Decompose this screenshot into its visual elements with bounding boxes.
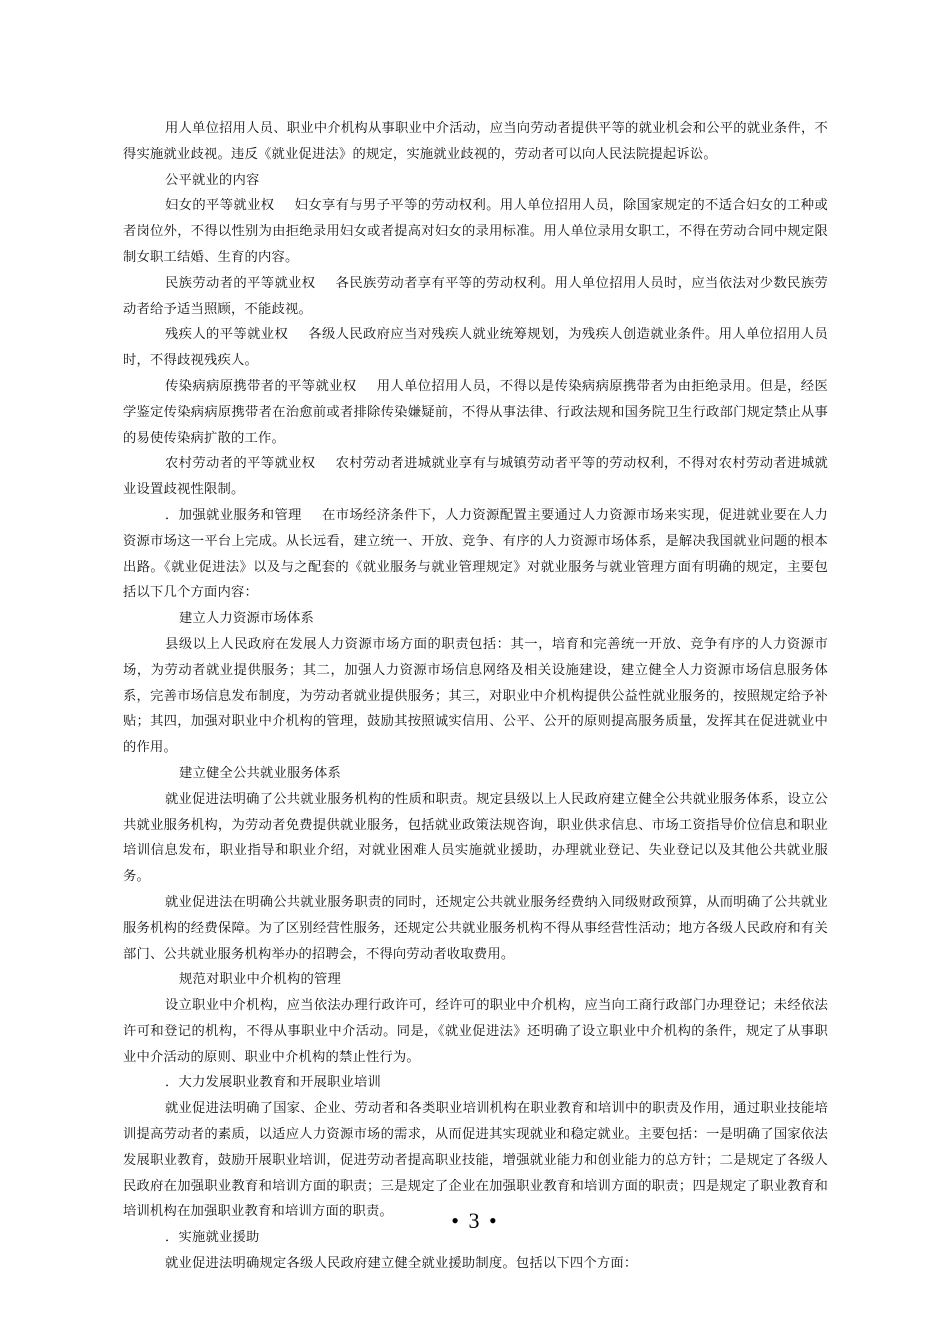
paragraph-text: 各民族劳动者享有平等的劳动权利。用人单位招用人员时，应当依法对少数民族劳动者给予适当照顾，不能歧视。 — [123, 275, 829, 317]
paragraph-text: 建立健全公共就业服务体系 — [179, 765, 341, 781]
paragraph-text: 就业促进法明确了国家、企业、劳动者和各类职业培训机构在职业教育和培训中的职责及作用，通过职业技能培训提高劳动者的素质，以适应人力资源市场的需求，从而促进其实现就业和稳定就业。主要包括：一是明确了国家依法发展职业教育，鼓励开展职业培训，促进劳动者提高职业技能，增强就业能力和创业能力的总方针；二是规定了各级人民政府在加强职业教育和培训方面的职责；三是规定了企业在加强职业教育和培训方面的职责；四是规定了职业教育和培训机构在加强职业教育和培训方面的职责。 — [123, 1101, 828, 1220]
paragraph — [123, 606, 828, 632]
paragraph — [123, 168, 828, 194]
paragraph — [123, 967, 828, 993]
paragraph-text: 妇女享有与男子平等的劳动权利。用人单位招用人员，除国家规定的不适合妇女的工种或者岗位外，不得以性别为由拒绝录用妇女或者提高对妇女的录用标准。用人单位录用女职工，不得在劳动合同中规定限制女职工结婚、生育的内容。 — [123, 198, 828, 265]
paragraph-heading: 妇女的平等就业权 — [165, 198, 275, 214]
paragraph — [123, 193, 828, 270]
paragraph-text: 县级以上人民政府在发展人力资源市场方面的职责包括：其一，培育和完善统一开放、竞争有序的人力资源市场，为劳动者就业提供服务；其二，加强人力资源市场信息网络及相关设施建设，建立健全人力资源市场信息服务体系，完善市场信息发布制度，为劳动者就业提供服务；其三，对职业中介机构提供公益性就业服务的，按照规定给予补贴；其四，加强对职业中介机构的管理，鼓励其按照诚实信用、公平、公开的原则提高服务质量，发挥其在促进就业中的作用。 — [123, 636, 828, 756]
paragraph-text: 公平就业的内容 — [165, 172, 260, 188]
paragraph — [123, 1070, 828, 1096]
paragraph — [123, 787, 828, 890]
paragraph — [123, 451, 828, 503]
paragraph — [123, 374, 828, 451]
paragraph — [123, 993, 828, 1070]
paragraph — [123, 1251, 828, 1277]
paragraph-text: 用人单位招用人员，不得以是传染病病原携带者为由拒绝录用。但是，经医学鉴定传染病病原携带者在治愈前或者排除传染嫌疑前，不得从事法律、行政法规和国务院卫生行政部门规定禁止从事的易使传染病扩散的工作。 — [123, 378, 828, 446]
paragraph-text: 设立职业中介机构，应当依法办理行政许可，经许可的职业中介机构，应当向工商行政部门办理登记；未经依法许可和登记的机构，不得从事职业中介活动。同是，《就业促进法》还明确了设立职业中介机构的条件，规定了从事职业中介活动的原则、职业中介机构的禁止性行为。 — [123, 998, 828, 1065]
paragraph-text: ．大力发展职业教育和开展职业培训 — [165, 1075, 381, 1091]
paragraph — [123, 271, 828, 323]
paragraph — [123, 322, 828, 374]
paragraph-text: 规范对职业中介机构的管理 — [179, 972, 341, 988]
paragraph-text: 在市场经济条件下，人力资源配置主要通过人力资源市场来实现，促进就业要在人力资源市场这一平台上完成。从长远看，建立统一、开放、竞争、有序的人力资源市场体系，是解决我国就业问题的根本出路。《就业促进法》以及与之配套的《就业服务与就业管理规定》对就业服务与就业管理方面有明确的规定，主要包括以下几个方面内容： — [123, 507, 828, 601]
paragraph — [123, 116, 828, 168]
paragraph-heading: 残疾人的平等就业权 — [165, 327, 289, 343]
paragraph-heading: 传染病病原携带者的平等就业权 — [165, 378, 357, 394]
paragraph-text: ．实施就业援助 — [165, 1230, 260, 1246]
paragraph — [123, 503, 828, 606]
paragraph-text: 农村劳动者进城就业享有与城镇劳动者平等的劳动权利，不得对农村劳动者进城就业设置歧视性限制。 — [123, 456, 829, 498]
paragraph-text: 各级人民政府应当对残疾人就业统筹规划，为残疾人创造就业条件。用人单位招用人员时，不得歧视残疾人。 — [123, 327, 828, 369]
paragraph-text: 就业促进法明确了公共就业服务机构的性质和职责。规定县级以上人民政府建立健全公共就业服务体系，设立公共就业服务机构，为劳动者免费提供就业服务，包括就业政策法规咨询，职业供求信息、市场工资指导价位信息和职业培训信息发布，职业指导和职业介绍，对就业困难人员实施就业援助，办理就业登记、失业登记以及其他公共就业服务。 — [123, 791, 828, 885]
paragraph-heading: ．加强就业服务和管理 — [165, 507, 302, 523]
paragraph — [123, 890, 828, 967]
paragraph-heading: 农村劳动者的平等就业权 — [165, 456, 316, 472]
paragraph-text: 用人单位招用人员、职业中介机构从事职业中介活动，应当向劳动者提供平等的就业机会和公平的就业条件，不得实施就业歧视。违反《就业促进法》的规定，实施就业歧视的，劳动者可以向人民法院提起诉讼。 — [123, 121, 828, 162]
paragraph — [123, 1096, 828, 1225]
paragraph-text: 建立人力资源市场体系 — [179, 611, 314, 627]
page-number: • 3 • — [451, 1208, 499, 1233]
paragraph — [123, 761, 828, 787]
paragraph-heading: 民族劳动者的平等就业权 — [165, 275, 316, 291]
paragraph-text: 就业促进法在明确公共就业服务职责的同时，还规定公共就业服务经费纳入同级财政预算，从而明确了公共就业服务机构的经费保障。为了区别经营性服务，还规定公共就业服务机构不得从事经营性活动；地方各级人民政府和有关部门、公共就业服务机构举办的招聘会，不得向劳动者收取费用。 — [123, 894, 828, 962]
body-text — [123, 116, 828, 1277]
paragraph — [123, 632, 828, 761]
paragraph-text: 就业促进法明确规定各级人民政府建立健全就业援助制度。包括以下四个方面： — [165, 1256, 638, 1272]
